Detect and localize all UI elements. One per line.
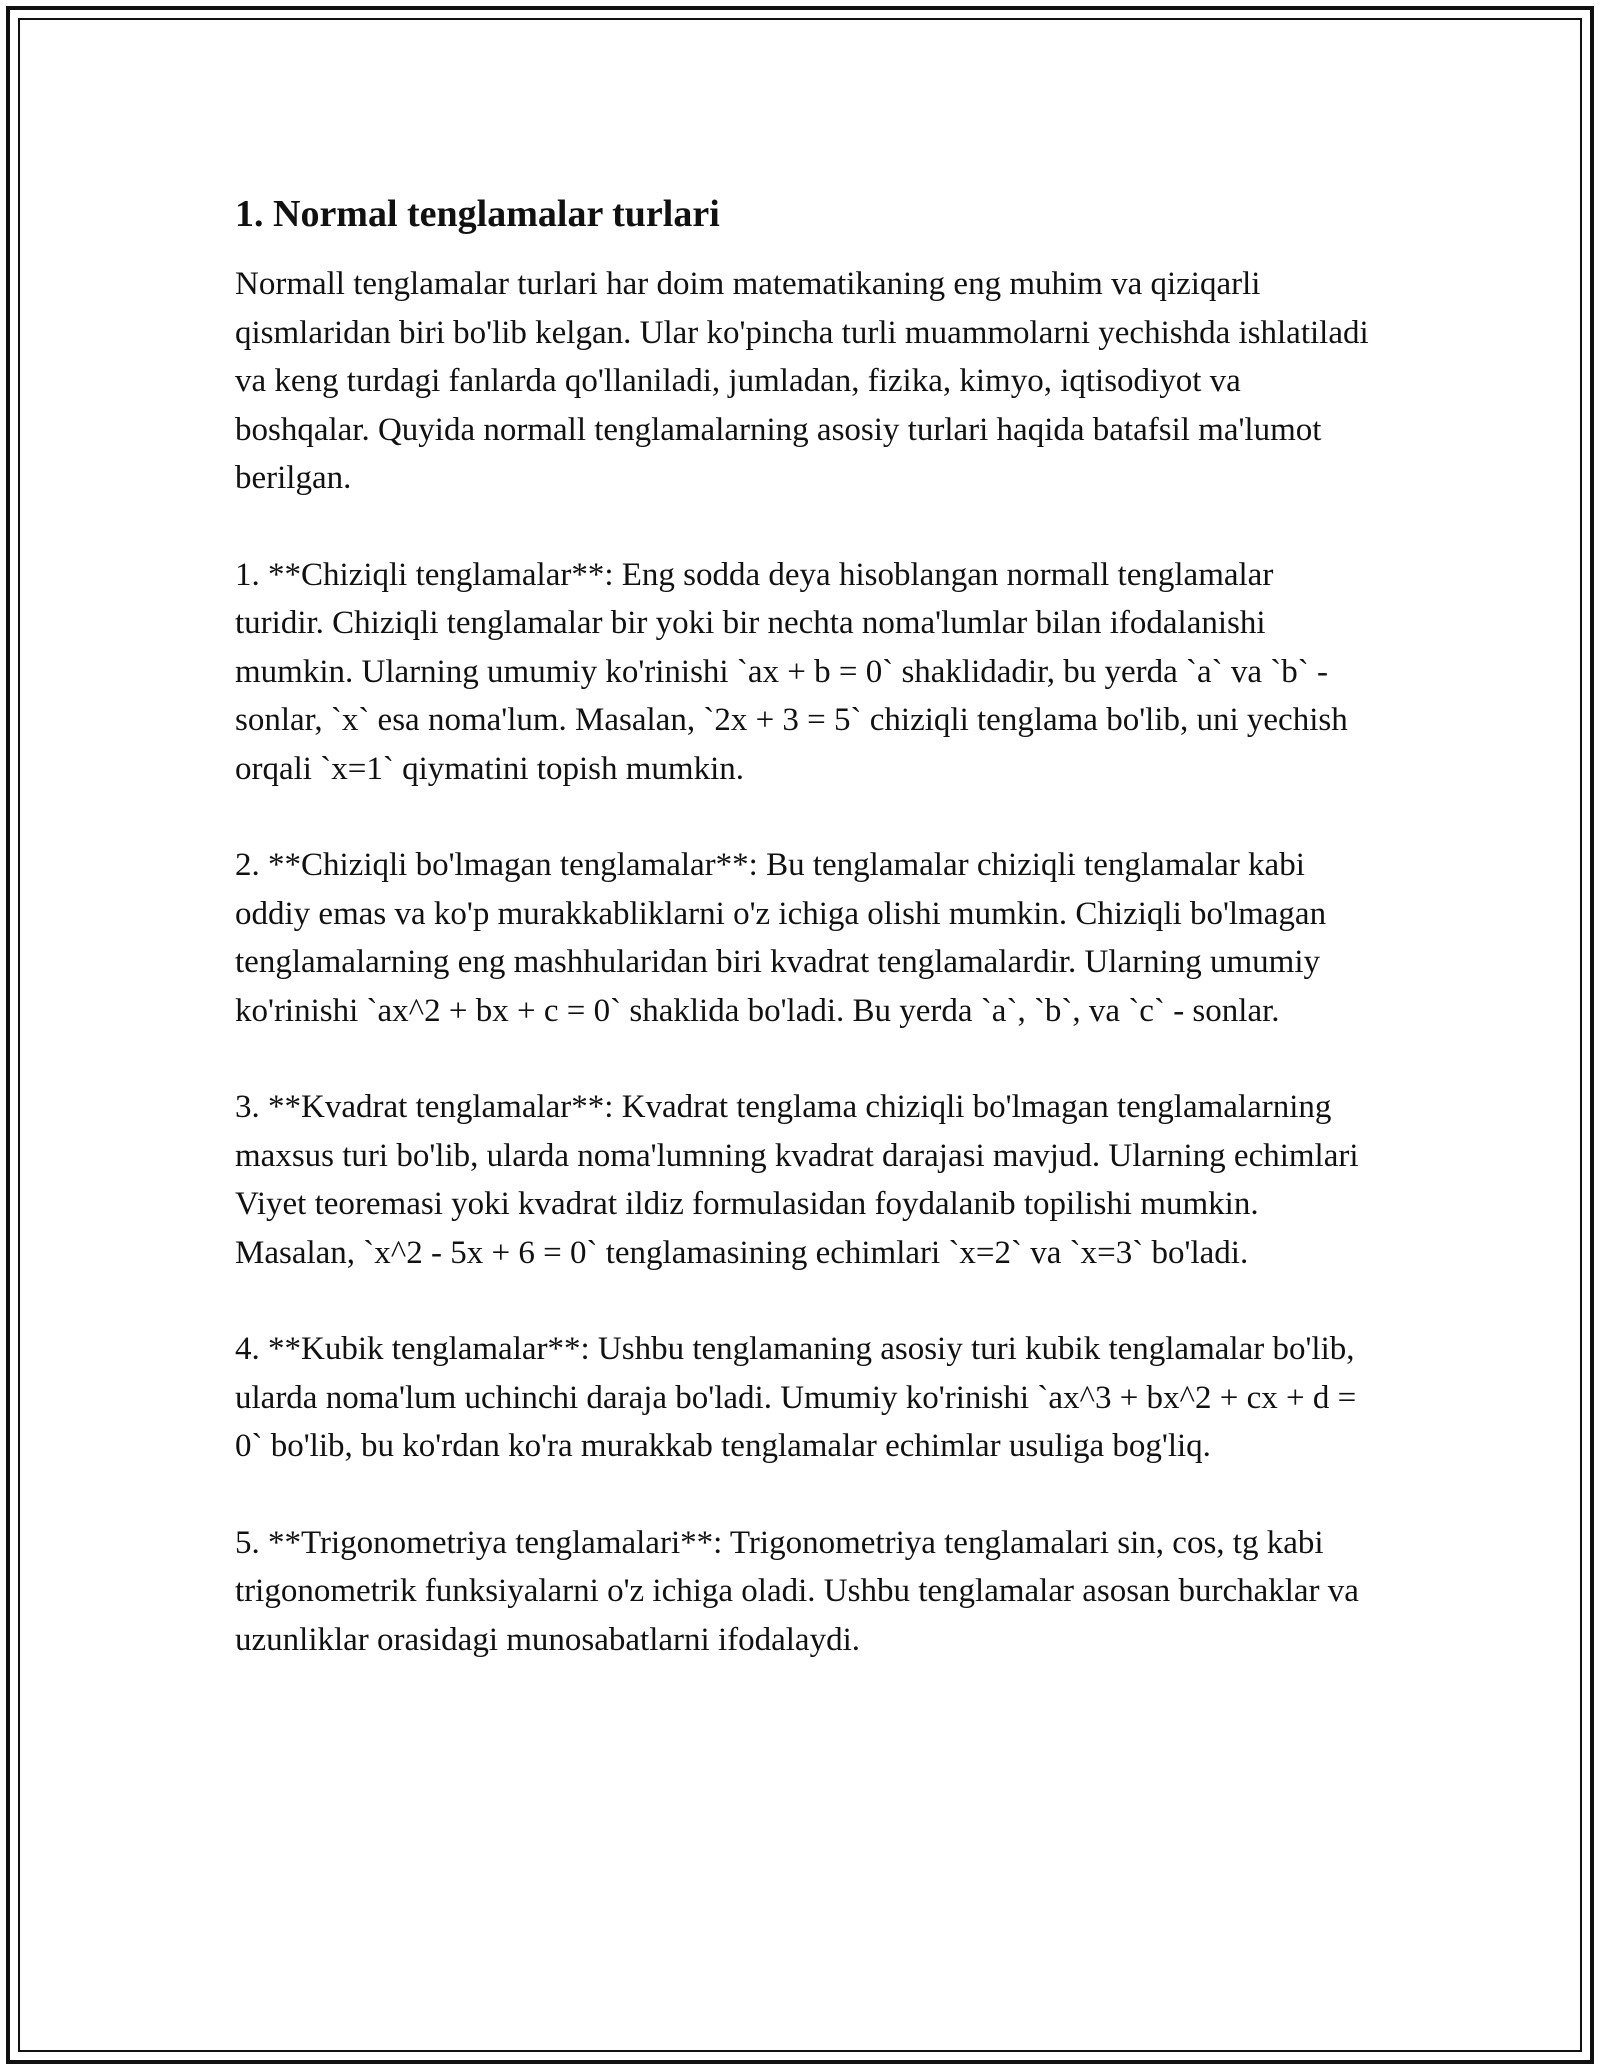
document-body	[235, 186, 1370, 1712]
paragraph-quadratic-equations: 3. **Kvadrat tenglamalar**: Kvadrat tenglama chiziqli bo'lmagan tenglamalarning maxsus turi bo'lib, ularda noma'lumning kvadrat darajasi mavjud. Ularning echimlari Viyet teoremasi yoki kvadrat ildiz formulasidan foydalanib topilishi mumkin. Masalan, `x^2 - 5x + 6 = 0` tenglamasining echimlari `x=2` va `x=3` bo'ladi.	[235, 1089, 1359, 1271]
section-heading: 1. Normal tenglamalar turlari	[235, 193, 720, 235]
paragraph-nonlinear-equations: 2. **Chiziqli bo'lmagan tenglamalar**: Bu tenglamalar chiziqli tenglamalar kabi oddiy emas va ko'p murakkabliklarni o'z ichiga olishi mumkin. Chiziqli bo'lmagan tenglamalarning eng mashhularidan biri kvadrat tenglamalardir. Ularning umumiy ko'rinishi `ax^2 + bx + c = 0` shaklida bo'ladi. Bu yerda `a`, `b`, va `c` - sonlar.	[235, 847, 1327, 1029]
paragraph-trigonometric-equations: 5. **Trigonometriya tenglamalari**: Trigonometriya tenglamalari sin, cos, tg kabi trigonometrik funksiyalarni o'z ichiga oladi. Ushbu tenglamalar asosan burchaklar va uzunliklar orasidagi munosabatlarni ifodalaydi.	[235, 1524, 1359, 1658]
intro-paragraph: Normall tenglamalar turlari har doim matematikaning eng muhim va qiziqarli qismlaridan biri bo'lib kelgan. Ular ko'pincha turli muammolarni yechishda ishlatiladi va keng turdagi fanlarda qo'llaniladi, jumladan, fizika, kimyo, iqtisodiyot va boshqalar. Quyida normall tenglamalarning asosiy turlari haqida batafsil ma'lumot berilgan.	[235, 266, 1369, 496]
paragraph-linear-equations: 1. **Chiziqli tenglamalar**: Eng sodda deya hisoblangan normall tenglamalar turidir. Chiziqli tenglamalar bir yoki bir nechta noma'lumlar bilan ifodalanishi mumkin. Ularning umumiy ko'rinishi `ax + b = 0` shaklidadir, bu yerda `a` va `b` - sonlar, `x` esa noma'lum. Masalan, `2x + 3 = 5` chiziqli tenglama bo'lib, uni yechish orqali `x=1` qiymatini topish mumkin.	[235, 556, 1348, 787]
paragraph-cubic-equations: 4. **Kubik tenglamalar**: Ushbu tenglamaning asosiy turi kubik tenglamalar bo'lib, ularda noma'lum uchinchi daraja bo'ladi. Umumiy ko'rinishi `ax^3 + bx^2 + cx + d = 0` bo'lib, bu ko'rdan ko'ra murakkab tenglamalar echimlar usuliga bog'liq.	[235, 1331, 1357, 1464]
